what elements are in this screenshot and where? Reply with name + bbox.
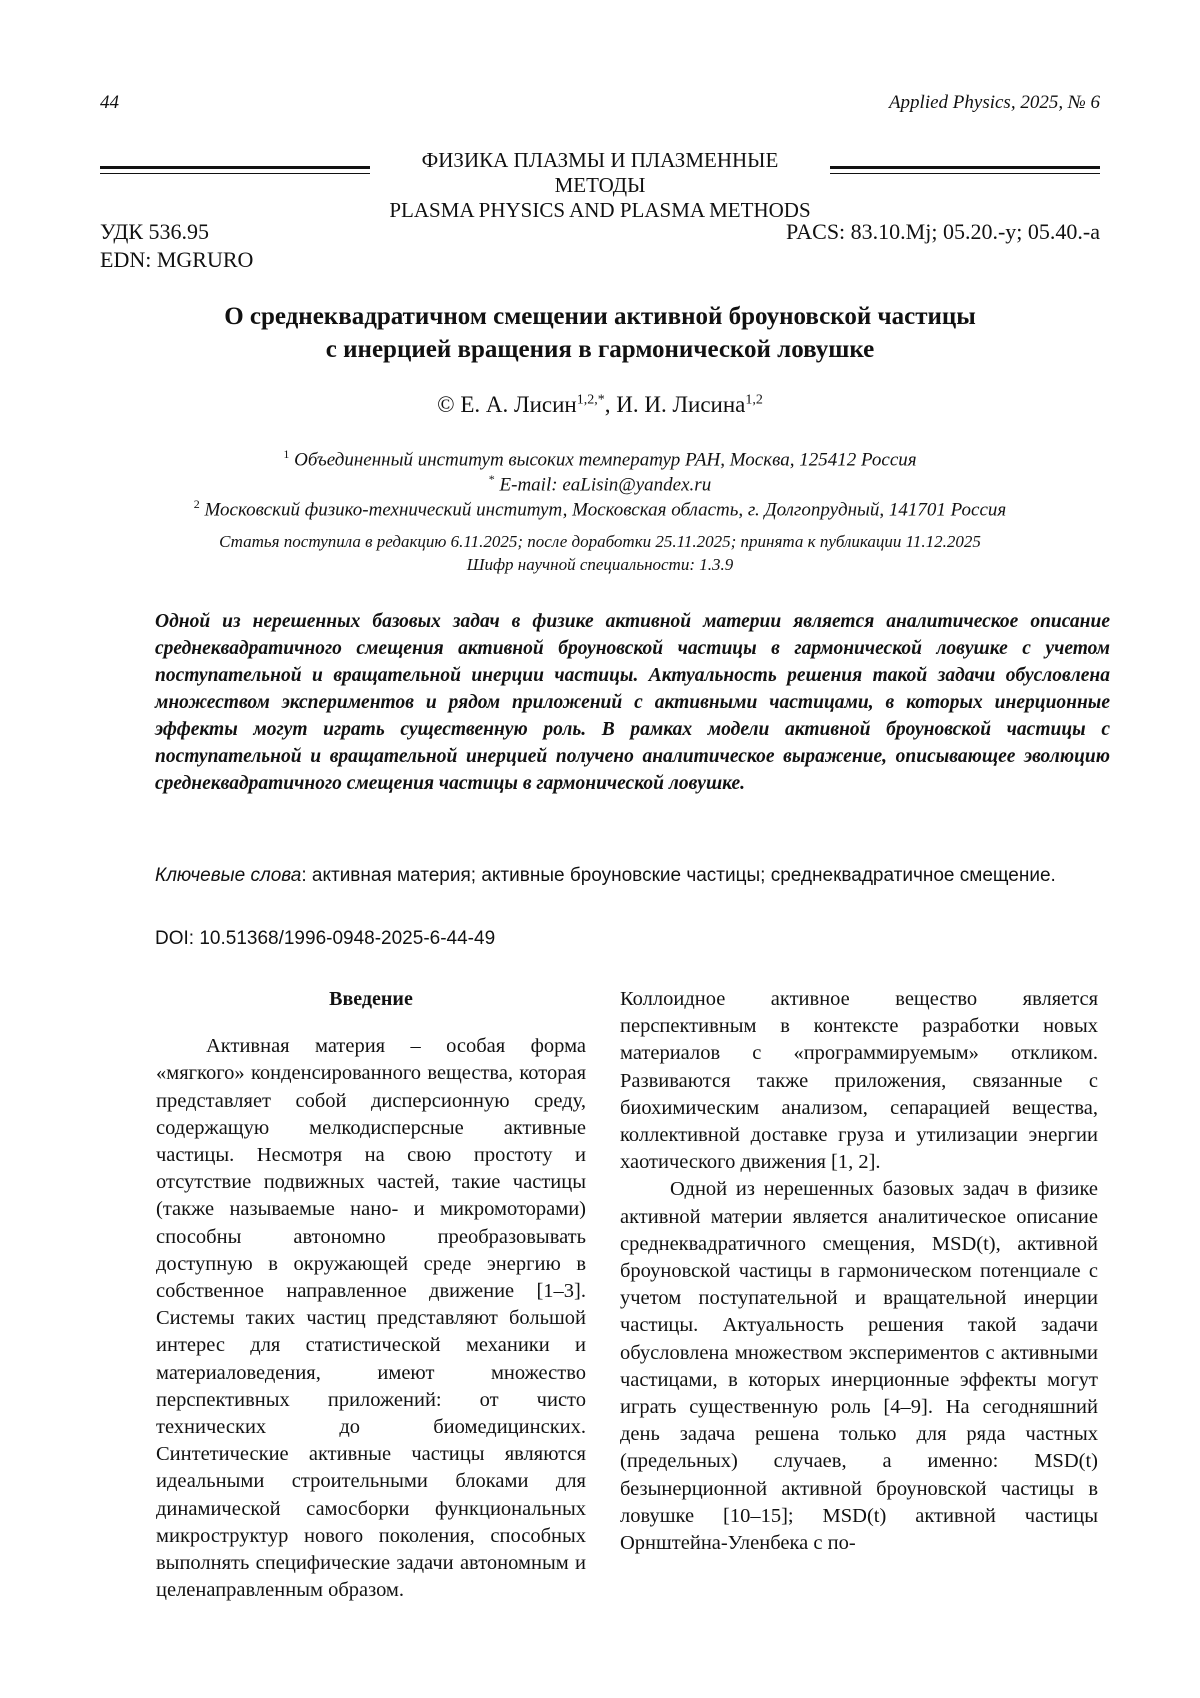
right-paragraph-1: Коллоидное активное вещество является перспективным в контексте разработки новых материалов с «программируемым» откликом. Развиваются также приложения, связанные с биохимическим анализом, сепарацией вещества, коллективной доставке груза и утилизации энергии хаотического движения [1, 2]. <box>620 988 1098 1174</box>
specialty-code: Шифр научной специальности: 1.3.9 <box>466 555 734 574</box>
left-column <box>156 986 586 1604</box>
section-rule-right-top <box>830 166 1100 169</box>
affiliation-2-text: Московский физико-технический институт, Московская область, г. Долгопрудный, 141701 Россия <box>199 499 1007 521</box>
right-column <box>620 986 1098 1557</box>
author-1-affil: 1,2,* <box>576 392 605 408</box>
section-title-en: PLASMA PHYSICS AND PLASMA METHODS <box>389 198 811 222</box>
affiliation-2-mark: 2 <box>193 497 200 511</box>
section-rule-left-bottom <box>100 173 370 174</box>
article-title <box>100 300 1100 366</box>
author-2: , И. И. Лисина <box>604 392 746 417</box>
doi: DOI: 10.51368/1996-0948-2025-6-44-49 <box>155 928 496 949</box>
edn: EDN: MGRURO <box>100 247 254 272</box>
section-rule-left-top <box>100 166 370 169</box>
section-rule-right-bottom <box>830 173 1100 174</box>
email-mark: * <box>488 472 495 486</box>
section-title <box>380 148 820 223</box>
article-title-line1: О среднеквадратичном смещении активной броуновской частицы <box>224 303 976 330</box>
right-paragraph-2: Одной из нерешенных базовых задач в физике активной материи является аналитическое описание среднеквадратичного смещения, MSD(t), активной броуновской частицы в гармоническом потенциале с учетом поступательной и вращательной инерции частицы. Актуальность решения такой задачи обусловлена множеством экспериментов с активными частицами, в которых инерционные эффекты могут играть существенную роль [4–9]. На сегодняшний день задача решена только для ряда частных (предельных) случаев, а именно: MSD(t) безынерционной активной броуновской частицы в ловушке [10–15]; MSD(t) активной частицы Орнштейна-Уленбека с по- <box>620 1178 1098 1555</box>
left-paragraph-1: Активная материя – особая форма «мягкого» конденсированного вещества, которая представляет собой дисперсионную среду, содержащую мелкодисперсные активные частицы. Несмотря на свою простоту и отсутствие подвижных частей, такие частицы (также называемые нано- и микромоторами) способны автономно преобразовывать доступную в окружающей среде энергию в собственное направленное движение [1–3]. Системы таких частиц представляют большой интерес для статистической механики и материаловедения, имеют множество перспективных приложений: от чисто технических до биомедицинских. Синтетические активные частицы являются идеальными строительными блоками для динамической самосборки функциональных микроструктур нового поколения, способных выполнять специфические задачи автономным и целенаправленным образом. <box>156 1035 586 1602</box>
section-title-ru: ФИЗИКА ПЛАЗМЫ И ПЛАЗМЕННЫЕ МЕТОДЫ <box>421 148 779 197</box>
keywords-label: Ключевые слова <box>155 865 302 886</box>
journal-name: Applied Physics, 2025, № 6 <box>888 92 1100 113</box>
received-dates: Статья поступила в редакцию 6.11.2025; после доработки 25.11.2025; принята к публикации 11.12.2025 <box>219 532 981 551</box>
email-text: E-mail: eaLisin@yandex.ru <box>494 474 712 496</box>
udk: УДК 536.95 <box>100 219 210 244</box>
article-dates <box>100 530 1100 576</box>
affiliation-1-mark: 1 <box>283 447 290 461</box>
author-1: © Е. А. Лисин <box>437 392 577 417</box>
affiliation-2 <box>100 492 1100 522</box>
intro-heading: Введение <box>329 988 413 1010</box>
article-title-line2: с инерцией вращения в гармонической ловушке <box>325 336 875 363</box>
affiliation-1-text: Объединенный институт высоких температур РАН, Москва, 125412 Россия <box>289 449 917 471</box>
page-number: 44 <box>100 92 119 113</box>
author-2-affil: 1,2 <box>745 392 763 408</box>
keywords <box>155 862 1110 889</box>
authors <box>100 392 1100 418</box>
keywords-text: : активная материя; активные броуновские частицы; среднеквадратичное смещение. <box>301 865 1056 886</box>
pacs: PACS: 83.10.Mj; 05.20.-y; 05.40.-a <box>786 219 1100 244</box>
abstract: Одной из нерешенных базовых задач в физике активной материи является аналитическое описание среднеквадратичного смещения активной броуновской частицы в гармонической ловушке с учетом поступательной и вращательной инерции частицы. Актуальность решения такой задачи обусловлена множеством экспериментов и рядом приложений с активными частицами, в которых инерционные эффекты могут играть существенную роль. В рамках модели активной броуновской частицы с поступательной и вращательной инерцией получено аналитическое выражение, описывающее эволюцию среднеквадратичного смещения частицы в гармонической ловушке. <box>155 611 1110 794</box>
